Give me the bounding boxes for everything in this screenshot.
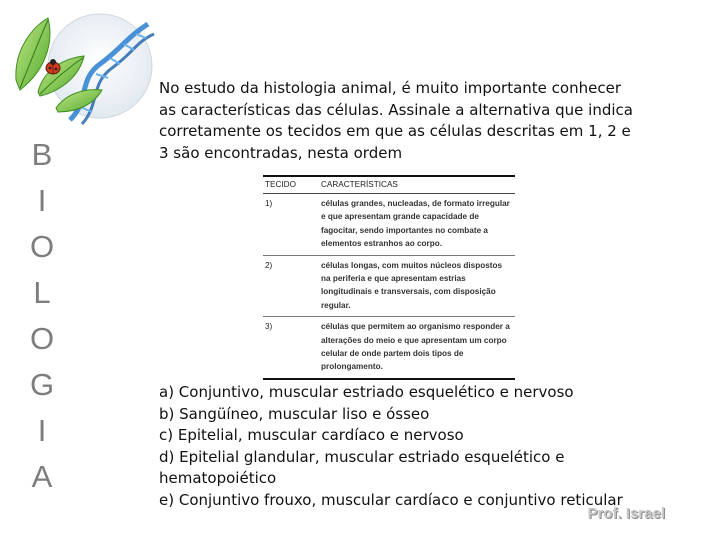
vertical-letter: G [29,367,55,402]
table-header-row [263,176,515,194]
author-signature: Prof. Israel [587,505,665,522]
table-row [263,255,515,317]
option-b: b) Sangüíneo, muscular liso e ósseo [159,404,430,423]
row-description: células longas, com muitos núcleos dispostos na periferia e que apresentam estrias longitudinais e transversais, com disposição regular. [319,255,515,317]
option-c: c) Epitelial, muscular cardíaco e nervoso [159,426,464,444]
option-a: a) Conjuntivo, muscular estriado esquelético e nervoso [159,383,574,401]
table-row [263,194,515,256]
option-e: e) Conjuntivo frouxo, muscular cardíaco e conjuntivo reticular [159,490,623,509]
vertical-letter: O [29,321,55,356]
row-description: células que permitem ao organismo responder a alterações do meio e que apresentam um corpo celular de onde partem dois tipos de prolongamento. [319,317,515,379]
row-number: 2) [263,255,319,317]
vertical-letter: A [31,459,53,494]
vertical-letter: I [37,413,47,448]
row-description: células grandes, nucleadas, de formato irregular e que apresentam grande capacidade de fagocitar, sendo importantes no combate a elementos estranhos ao corpo. [319,194,515,256]
row-number: 3) [263,317,319,379]
tissue-table [263,175,515,380]
row-number: 1) [263,194,319,256]
column-header-caracteristicas: CARACTERÍSTICAS [319,176,515,194]
vertical-letter: B [31,137,53,172]
answer-options [159,382,629,511]
biology-logo [8,8,160,130]
vertical-letter: I [37,183,47,218]
column-header-tecido: TECIDO [263,176,319,194]
option-d: d) Epitelial glandular, muscular estriado esquelético e hematopoiético [159,447,565,487]
vertical-title-biologia [26,132,58,500]
question-text: No estudo da histologia animal, é muito importante conhecer as características das células. Assinale a alternativa que indica corretamente os tecidos em que as células descritas em 1, 2 e 3 são encontradas, nesta ordem [159,79,633,162]
table-row [263,317,515,379]
vertical-letter: O [29,229,55,264]
vertical-letter: L [33,275,51,310]
